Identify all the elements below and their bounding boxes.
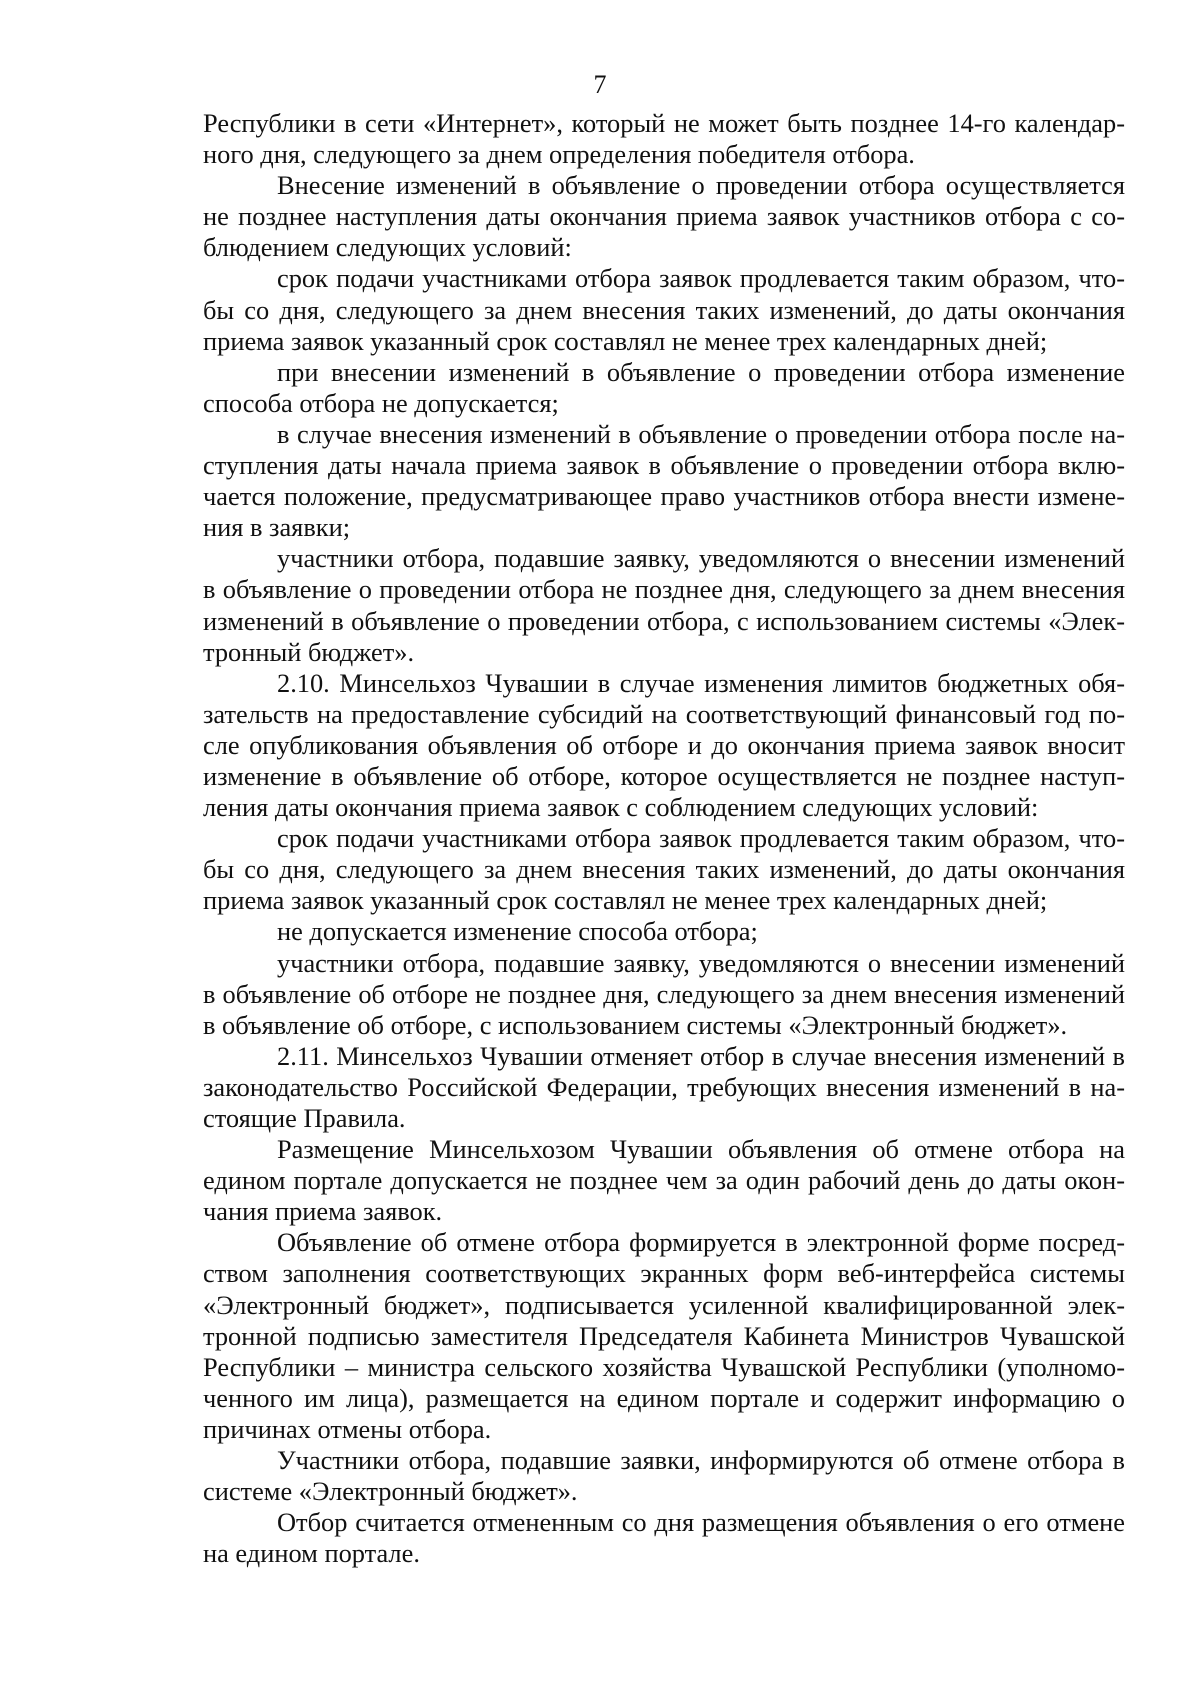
paragraph-cancellation-effective: Отбор считается отмененным со дня размещения объявления о его отмене на едином портале. <box>203 1507 1125 1569</box>
paragraph-participant-notification-2: участники отбора, подавшие заявку, уведомляются о внесении изменений в объявление об отборе не позднее дня, следующего за днем внесения изменений в объявление об отборе, с использованием системы «Электронный бюджет». <box>203 947 1125 1040</box>
paragraph-application-changes-right: в случае внесения изменений в объявление о проведении отбора после наступления даты начала приема заявок в объявление о проведении отбора включается положение, предусматривающее право участников отбора внести изменения в заявки; <box>203 418 1125 543</box>
paragraph-method-change-prohibited-2: не допускается изменение способа отбора; <box>277 916 758 947</box>
paragraph-participants-informed: Участники отбора, подавшие заявки, информируются об отмене отбора в системе «Электронный бюджет». <box>203 1445 1125 1507</box>
paragraph-deadline-extension-2: срок подачи участниками отбора заявок продлевается таким образом, чтобы со дня, следующего за днем внесения таких изменений, до даты окончания приема заявок указанный срок составлял не менее трех календарных дней; <box>203 823 1125 916</box>
paragraph-cancellation-posting: Размещение Минсельхозом Чувашии объявления об отмене отбора на едином портале допускается не позднее чем за один рабочий день до даты окончания приема заявок. <box>203 1134 1125 1227</box>
paragraph-amendment-conditions: Внесение изменений в объявление о проведении отбора осуществляется не позднее наступления даты окончания приема заявок участников отбора с соблюдением следующих условий: <box>203 170 1125 263</box>
paragraph-2-11: 2.11. Минсельхоз Чувашии отменяет отбор в случае внесения изменений в законодательство Российской Федерации, требующих внесения изменений в настоящие Правила. <box>203 1040 1125 1133</box>
page-number: 7 <box>593 70 607 99</box>
paragraph-2-10: 2.10. Минсельхоз Чувашии в случае изменения лимитов бюджетных обязательств на предоставление субсидий на соответствующий финансовый год после опубликования объявления об отборе и до окончания приема заявок вносит изменение в объявление об отборе, которое осуществляется не позднее наступления даты окончания приема заявок с соблюдением следующих условий: <box>203 667 1125 823</box>
paragraph-cancellation-notice-form: Объявление об отмене отбора формируется в электронной форме посредством заполнения соответствующих экранных форм веб-интерфейса системы «Электронный бюджет», подписывается усиленной квалифицированной электронной подписью заместителя Председателя Кабинета Министров Чувашской Республики – министра сельского хозяйства Чувашской Республики (уполномоченного им лица), размещается на едином портале и содержит информацию о причинах отмены отбора. <box>203 1227 1125 1444</box>
paragraph-participant-notification: участники отбора, подавшие заявку, уведомляются о внесении изменений в объявление о проведении отбора не позднее дня, следующего за днем внесения изменений в объявление о проведении отбора, с использованием системы «Электронный бюджет». <box>203 543 1125 667</box>
paragraph-continuation: Республики в сети «Интернет», который не может быть позднее 14-го календарного дня, следующего за днем определения победителя отбора. <box>203 108 1125 170</box>
document-body <box>203 108 1125 1569</box>
paragraph-method-change-prohibited: при внесении изменений в объявление о проведении отбора изменение способа отбора не допускается; <box>203 356 1125 418</box>
paragraph-deadline-extension: срок подачи участниками отбора заявок продлевается таким образом, чтобы со дня, следующего за днем внесения таких изменений, до даты окончания приема заявок указанный срок составлял не менее трех календарных дней; <box>203 263 1125 356</box>
